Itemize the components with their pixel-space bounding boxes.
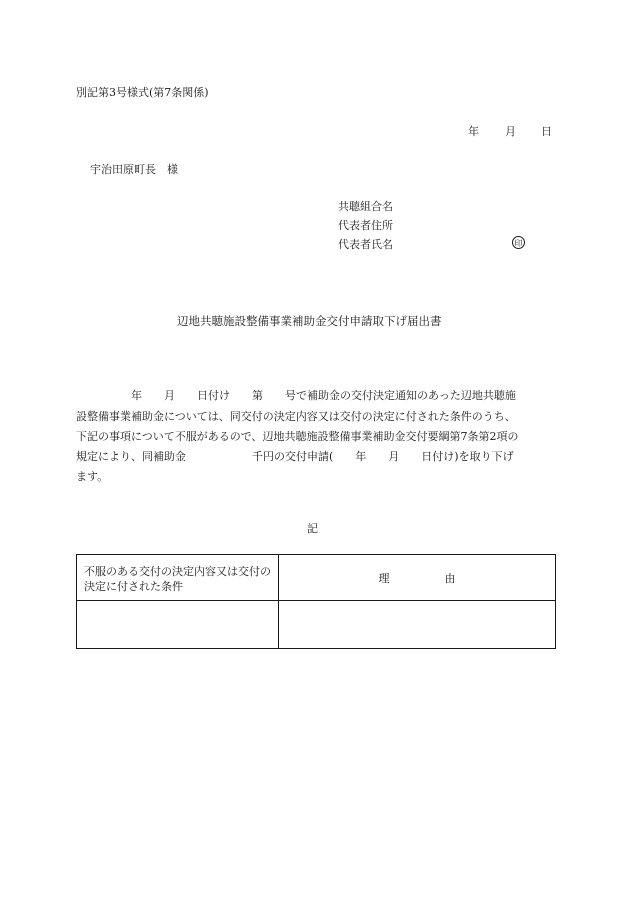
ki-heading: 記 <box>307 522 318 535</box>
objection-table <box>76 554 556 649</box>
date-year: 年 <box>468 125 479 138</box>
form-label: 別記第3号様式(第7条関係) <box>76 86 209 99</box>
date-day: 日 <box>541 125 552 138</box>
body-line: ます。 <box>76 470 109 483</box>
body-line: 下記の事項について不服があるので、辺地共聴施設整備事業補助金交付要綱第7条第2項の <box>76 430 519 443</box>
representative-address-label: 代表者住所 <box>338 219 393 232</box>
table-header-reason: 理 由 <box>378 571 456 585</box>
body-line: 設整備事業補助金については、同交付の決定内容又は交付の決定に付された条件のうち、 <box>76 410 516 423</box>
representative-name-label: 代表者氏名 <box>338 238 393 251</box>
seal-icon: 印 <box>512 236 525 249</box>
table-header-conditions: 不服のある交付の決定内容又は交付の決定に付された条件 <box>84 565 271 593</box>
association-name-label: 共聴組合名 <box>338 200 393 213</box>
date-month: 月 <box>505 125 516 138</box>
document-title: 辺地共聴施設整備事業補助金交付申請取下げ届出書 <box>177 314 442 328</box>
body-line: 規定により、同補助金 千円の交付申請( 年 月 日付け)を取り下げ <box>76 450 514 463</box>
addressee: 宇治田原町長 様 <box>90 163 178 176</box>
table-cell-conditions <box>77 601 278 648</box>
table-cell-reason <box>279 601 555 648</box>
body-line: 年 月 日付け 第 号で補助金の交付決定通知のあった辺地共聴施 <box>76 389 516 402</box>
